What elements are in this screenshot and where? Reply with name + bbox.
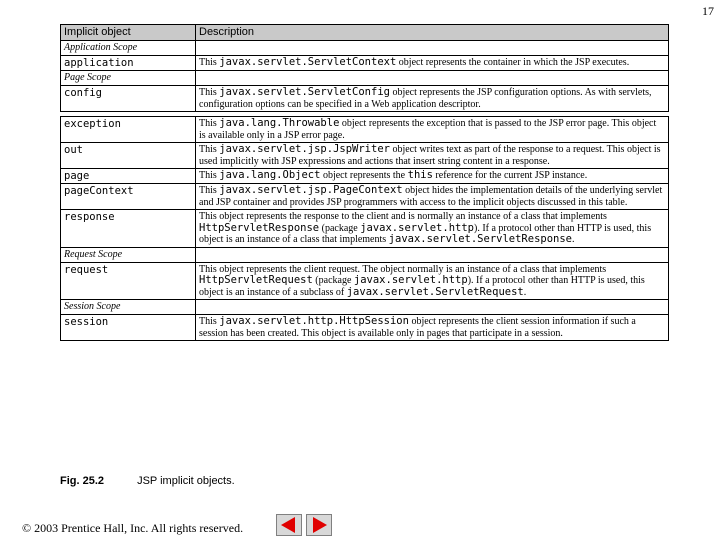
object-description: This javax.servlet.ServletContext object represents the container in which the JSP executes. xyxy=(196,56,669,71)
implicit-objects-table-container xyxy=(60,24,668,341)
figure-title: JSP implicit objects. xyxy=(137,475,235,487)
object-name: exception xyxy=(61,117,196,143)
implicit-objects-table xyxy=(60,24,669,341)
object-name: application xyxy=(61,56,196,71)
table-row-config xyxy=(61,86,669,112)
object-name: pageContext xyxy=(61,184,196,210)
table-header-row xyxy=(61,25,669,41)
table-row-page xyxy=(61,169,669,184)
table-row-response xyxy=(61,210,669,248)
object-description: This javax.servlet.ServletConfig object represents the JSP configuration options. As with servlets, configuration options can be specified in a Web application descriptor. xyxy=(196,86,669,112)
scope-row-request xyxy=(61,247,669,262)
object-name: out xyxy=(61,143,196,169)
next-slide-button[interactable] xyxy=(306,514,332,536)
scope-row-page xyxy=(61,71,669,86)
object-description: This java.lang.Object object represents the this reference for the current JSP instance. xyxy=(196,169,669,184)
header-implicit-object: Implicit object xyxy=(61,25,196,41)
object-name: config xyxy=(61,86,196,112)
copyright-notice: © 2003 Prentice Hall, Inc. All rights reserved. xyxy=(22,521,244,535)
scope-row-session xyxy=(61,300,669,315)
table-row-out xyxy=(61,143,669,169)
object-description: This object represents the response to the client and is normally an instance of a class that implements HttpServletResponse (package javax.servlet.http). If a protocol other than HTTP is used, this object is an instance of a class that implements javax.servlet.ServletResponse. xyxy=(196,210,669,248)
figure-caption xyxy=(60,475,235,487)
page-number: 17 xyxy=(702,4,714,18)
scope-label: Request Scope xyxy=(61,247,196,262)
previous-slide-button[interactable] xyxy=(276,514,302,536)
scope-row-application xyxy=(61,41,669,56)
object-description: This object represents the client request. The object normally is an instance of a class that implements HttpServletRequest (package javax.servlet.http). If a protocol other than HTTP is used, this object is an instance of a subclass of javax.servlet.ServletRequest. xyxy=(196,262,669,300)
table-row-session xyxy=(61,315,669,341)
scope-label: Page Scope xyxy=(61,71,196,86)
object-description: This javax.servlet.jsp.PageContext object hides the implementation details of the underlying servlet and JSP container and provides JSP programmers with access to the implicit objects discussed in this table. xyxy=(196,184,669,210)
scope-label: Session Scope xyxy=(61,300,196,315)
object-name: session xyxy=(61,315,196,341)
table-row-pagecontext xyxy=(61,184,669,210)
object-description: This java.lang.Throwable object represents the exception that is passed to the JSP error page. This object is available only in a JSP error page. xyxy=(196,117,669,143)
object-description: This javax.servlet.http.HttpSession object represents the client session information if such a session has been created. This object is available only in pages that participate in a session. xyxy=(196,315,669,341)
table-row-application xyxy=(61,56,669,71)
object-name: page xyxy=(61,169,196,184)
scope-label: Application Scope xyxy=(61,41,196,56)
header-description: Description xyxy=(196,25,669,41)
figure-label: Fig. 25.2 xyxy=(60,475,105,487)
object-name: response xyxy=(61,210,196,248)
object-name: request xyxy=(61,262,196,300)
table-row-request xyxy=(61,262,669,300)
object-description: This javax.servlet.jsp.JspWriter object writes text as part of the response to a request. This object is used implicitly with JSP expressions and actions that insert string content in a response. xyxy=(196,143,669,169)
table-row-exception xyxy=(61,117,669,143)
